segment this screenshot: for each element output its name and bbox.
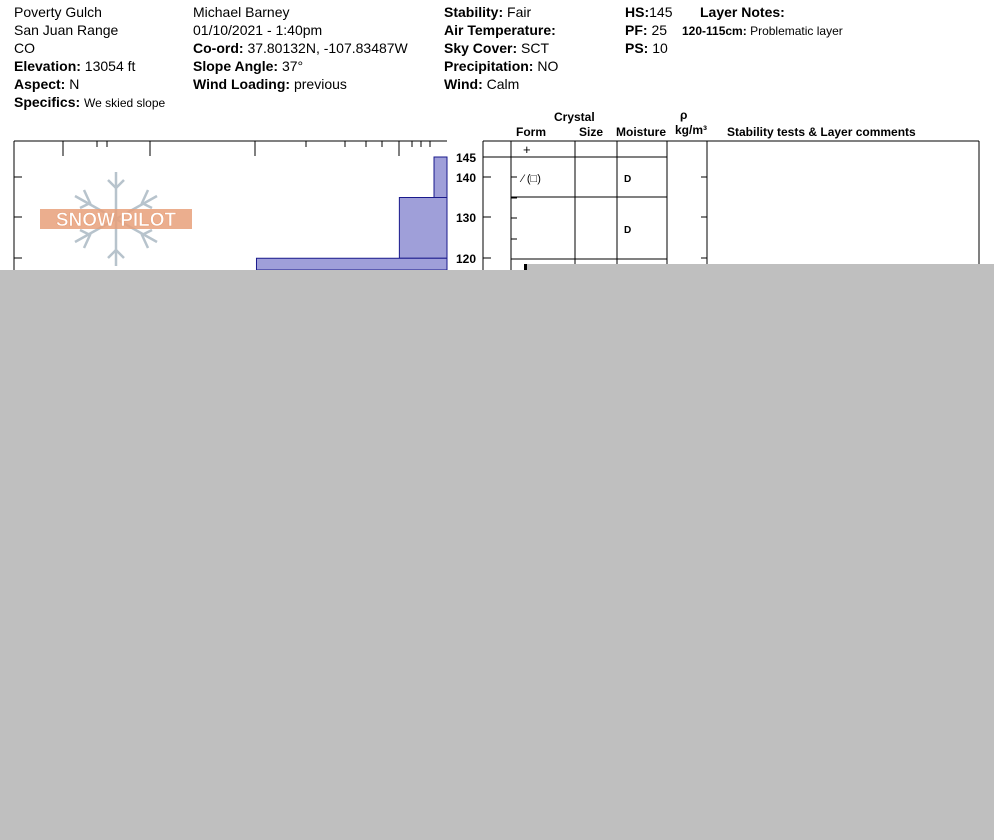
layer-notes-label: Layer Notes: xyxy=(700,4,785,20)
air-temperature-label: Air Temperature: xyxy=(444,22,556,38)
pf-value: 25 xyxy=(651,22,668,38)
hardness-bar xyxy=(434,157,447,198)
state: CO xyxy=(14,40,35,56)
crystal-form-cell: + xyxy=(523,142,531,157)
crystal-table xyxy=(483,141,979,270)
moisture-cell: D xyxy=(624,225,632,236)
hardness-bar xyxy=(256,258,447,270)
elevation-label: Elevation: xyxy=(14,58,81,74)
depth-label: 120 xyxy=(456,252,477,266)
location-name: Poverty Gulch xyxy=(14,4,102,20)
hardness-bar xyxy=(399,198,447,259)
sky-cover-label: Sky Cover: xyxy=(444,40,518,56)
slope-angle-value: 37° xyxy=(281,58,304,74)
snowpilot-logo xyxy=(40,172,192,266)
rho-header: ρ xyxy=(680,108,688,122)
size-header: Size xyxy=(579,125,604,139)
layer-note-text: Problematic layer xyxy=(750,24,843,38)
precipitation-value: NO xyxy=(537,58,559,74)
depth-label: 145 xyxy=(456,151,477,165)
comments-header: Stability tests & Layer comments xyxy=(727,125,916,139)
coord-value: 37.80132N, -107.83487W xyxy=(247,40,408,56)
logo-text: SNOW PILOT xyxy=(55,210,177,231)
density-unit-header: kg/m³ xyxy=(675,123,708,137)
ps-label: PS: xyxy=(625,40,649,56)
stability-label: Stability: xyxy=(444,4,504,20)
depth-label: 130 xyxy=(456,211,477,225)
gray-overlay xyxy=(0,270,994,840)
depth-label: 140 xyxy=(456,171,477,185)
moisture-header: Moisture xyxy=(616,125,667,139)
wind-label: Wind: xyxy=(444,76,483,92)
precipitation-label: Precipitation: xyxy=(444,58,534,74)
specifics-label: Specifics: xyxy=(14,94,81,110)
sky-cover-value: SCT xyxy=(521,40,550,56)
crystal-form-cell: ⁄ (□) xyxy=(522,173,541,185)
observation-datetime: 01/10/2021 - 1:40pm xyxy=(193,22,323,38)
specifics-value: We skied slope xyxy=(84,96,166,110)
hardness-ticks xyxy=(63,141,430,156)
coord-label: Co-ord: xyxy=(193,40,244,56)
observer-name: Michael Barney xyxy=(193,4,290,20)
moisture-cell: D xyxy=(624,174,632,185)
layer-note-range: 120-115cm: xyxy=(682,24,747,38)
mountain-range: San Juan Range xyxy=(14,22,119,38)
hs-label: HS: xyxy=(625,4,650,20)
gray-overlay-edge xyxy=(527,264,994,270)
aspect-label: Aspect: xyxy=(14,76,66,92)
slope-angle-label: Slope Angle: xyxy=(193,58,279,74)
pf-label: PF: xyxy=(625,22,648,38)
wind-loading-value: previous xyxy=(293,76,347,92)
wind-loading-label: Wind Loading: xyxy=(193,76,291,92)
snow-profile-chart xyxy=(0,0,994,270)
elevation-value: 13054 ft xyxy=(84,58,136,74)
ps-value: 10 xyxy=(652,40,668,56)
crystal-header: Crystal xyxy=(554,110,595,124)
wind-value: Calm xyxy=(486,76,520,92)
stability-value: Fair xyxy=(507,4,532,20)
form-header: Form xyxy=(516,125,546,139)
aspect-value: N xyxy=(69,76,80,92)
hardness-bars xyxy=(256,157,447,270)
hs-value: 145 xyxy=(649,4,673,20)
